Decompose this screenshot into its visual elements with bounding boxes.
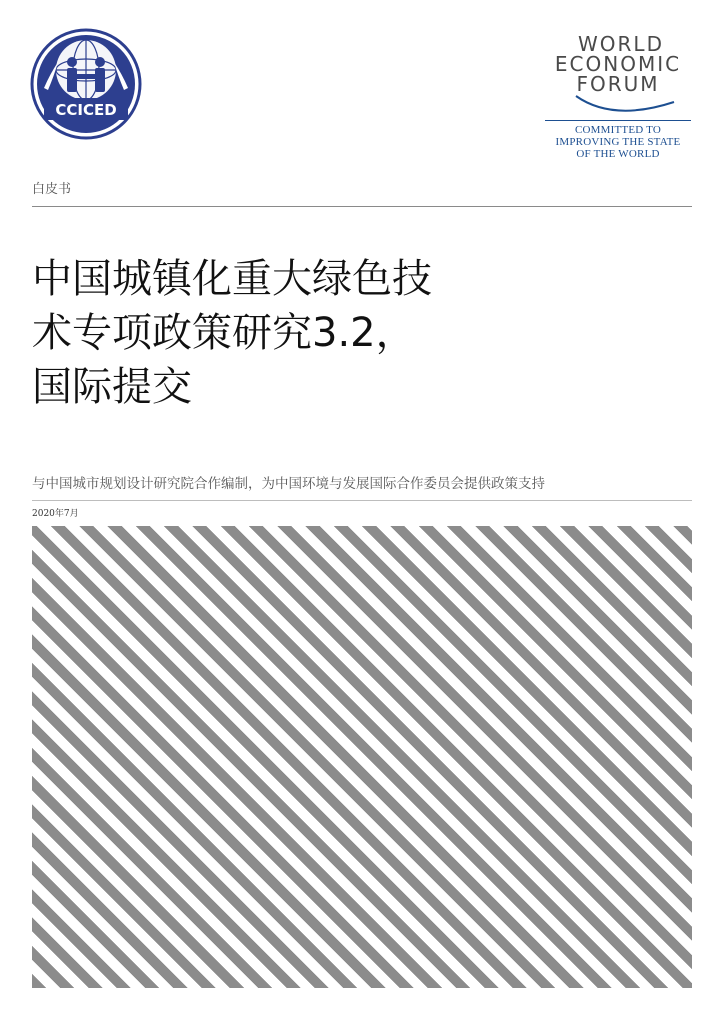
title-line-3: 国际提交 — [32, 364, 192, 410]
subtitle: 与中国城市规划设计研究院合作编制，为中国环境与发展国际合作委员会提供政策支持 — [32, 476, 545, 492]
page-title — [32, 252, 592, 414]
wef-tagline-3: OF THE WORLD — [576, 148, 660, 160]
wef-word-3: FORUM — [576, 72, 660, 96]
wef-divider — [545, 120, 691, 121]
wef-tagline-1: COMMITTED TO — [574, 124, 662, 136]
wef-tagline-2: IMPROVING THE STATE — [555, 136, 681, 148]
subtitle-divider — [32, 500, 692, 501]
publication-date: 2020年7月 — [32, 509, 79, 519]
cciced-logo — [30, 28, 142, 140]
wef-logo — [542, 34, 694, 184]
cover-stripe-pattern — [32, 526, 692, 988]
cciced-logo-text: CCICED — [55, 101, 117, 119]
wef-word-1: WORLD — [578, 32, 664, 56]
top-divider — [32, 206, 692, 207]
wef-swoosh-icon — [558, 94, 678, 116]
title-line-1: 中国城镇化重大绿色技 — [32, 256, 432, 302]
document-type: 白皮书 — [32, 182, 72, 197]
wef-word-2: ECONOMIC — [554, 52, 682, 76]
title-line-2: 术专项政策研究3.2， — [32, 310, 416, 356]
cciced-emblem-icon — [30, 28, 142, 140]
